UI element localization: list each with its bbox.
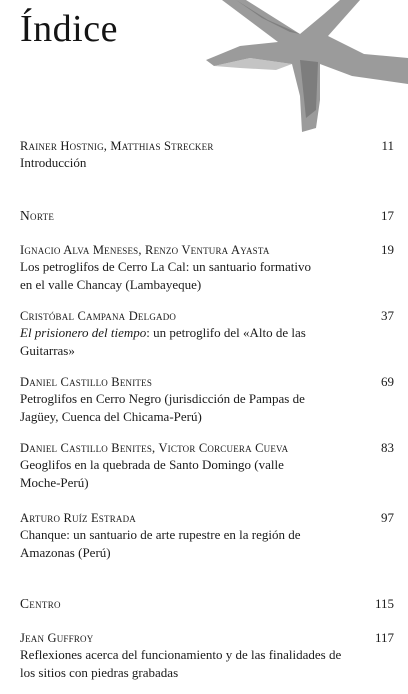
entry-page-number: 117 [374,630,394,645]
entry-page-number: 83 [381,440,394,455]
entry-page-number: 11 [381,138,394,153]
entry-title: Reflexiones acerca del funcionamiento y de las finalidades de los sitios con piedras grabadas [20,647,342,680]
entry-title: Chanque: un santuario de arte rupestre en la región de Amazonas (Perú) [20,527,301,560]
entry-authors: Arturo Ruíz Estrada [20,511,137,525]
toc-entry-santo-domingo[interactable] [20,440,394,492]
section-label: Centro [20,596,61,611]
section-label: Norte [20,208,55,223]
entry-authors: Rainer Hostnig, Matthias Strecker [20,139,214,153]
entry-page-number: 97 [381,510,394,525]
entry-authors: Cristóbal Campana Delgado [20,309,177,323]
entry-title: Introducción [20,155,87,170]
toc-entry-introduccion[interactable] [20,138,394,172]
entry-title: Los petroglifos de Cerro La Cal: un santuario formativo en el valle Chancay (Lambayeque) [20,259,311,292]
entry-authors: Daniel Castillo Benites, Victor Corcuera Cueva [20,441,289,455]
entry-title: Petroglifos en Cerro Negro (jurisdicción de Pampas de Jagüey, Cuenca del Chicama-Perú) [20,391,305,424]
page-title: Índice [20,8,118,50]
entry-title-rest: : un petroglifo del «Alto de las Guitarras» [20,325,306,358]
toc-entry-piedras-grabadas[interactable] [20,630,394,682]
entry-page-number: 19 [381,242,394,257]
toc-section-centro[interactable] [20,596,394,612]
entry-authors: Ignacio Alva Meneses, Renzo Ventura Ayasta [20,243,270,257]
toc-entry-prisionero-del-tiempo[interactable] [20,308,394,360]
toc-entry-chanque[interactable] [20,510,394,562]
entry-page-number: 69 [381,374,394,389]
entry-title-italic: El prisionero del tiempo [20,325,147,340]
toc-entry-cerro-negro[interactable] [20,374,394,426]
entry-authors: Jean Guffroy [20,631,94,645]
toc-section-norte[interactable] [20,208,394,224]
entry-title [20,324,320,360]
entry-title: Geoglifos en la quebrada de Santo Domingo (valle Moche-Perú) [20,457,284,490]
entry-page-number: 37 [381,308,394,323]
toc-entry-cerro-la-cal[interactable] [20,242,394,294]
entry-authors: Daniel Castillo Benites [20,375,153,389]
entry-page-number: 17 [381,208,394,223]
entry-page-number: 115 [374,596,394,611]
